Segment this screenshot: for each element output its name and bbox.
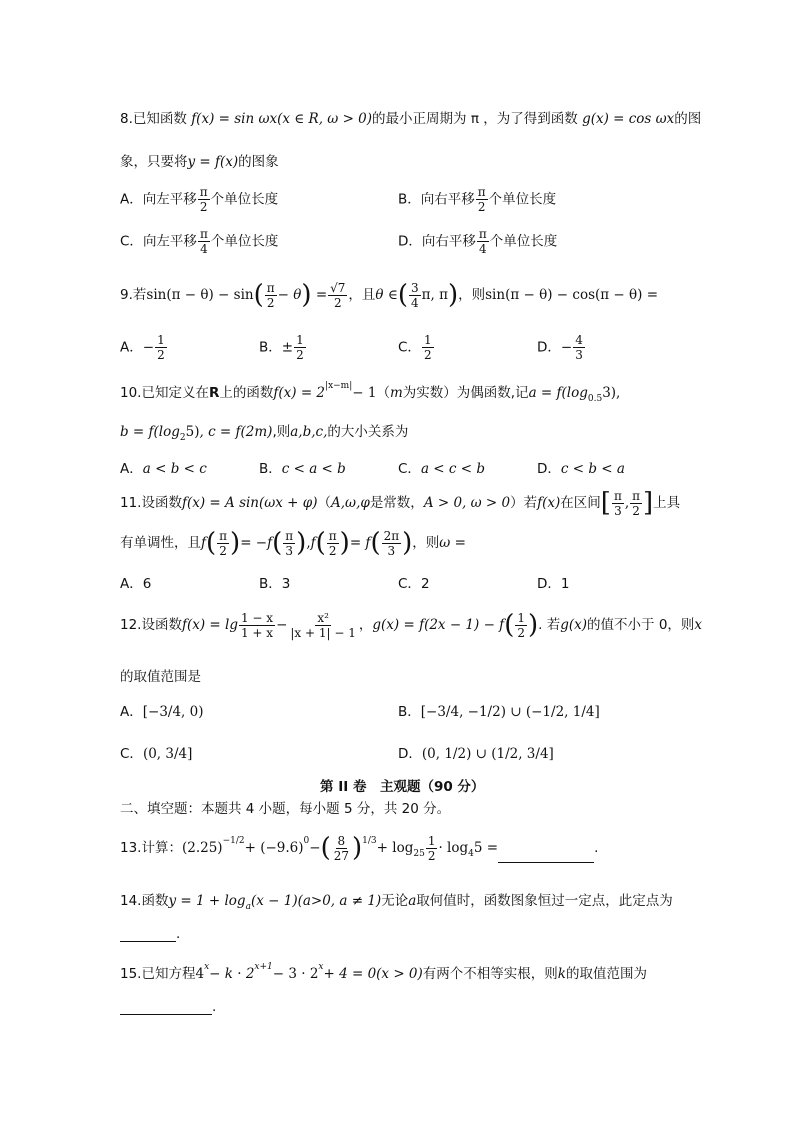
option-text: a < c < b — [420, 461, 485, 477]
math-expr: k — [557, 966, 566, 982]
math-expr: y = 1 + log — [168, 893, 246, 909]
math-expr: − 1 — [352, 385, 377, 401]
fraction: $\frac{\pi}{2}$ — [328, 528, 337, 558]
text: . 若 — [538, 617, 561, 633]
bracket-close: ] — [643, 488, 654, 518]
math-expr: ω = — [439, 535, 466, 551]
q8-option-b[interactable] — [398, 185, 556, 214]
text: 为实数）为偶函数,记 — [402, 385, 529, 401]
q10-option-a[interactable] — [120, 457, 207, 477]
q9-option-b[interactable]: B．± $\frac{1}{2}$ — [259, 333, 304, 362]
q8-stem-line2 — [120, 150, 279, 170]
option-label: A． — [120, 704, 143, 720]
math-expr: A > 0, ω > 0 — [423, 495, 511, 511]
option-label: B． — [398, 191, 421, 208]
paren-open: ( — [253, 280, 264, 310]
question-number: 10. — [120, 385, 142, 401]
math-expr: a — [408, 893, 417, 909]
math-expr: 5) — [185, 424, 200, 440]
fraction: $\frac{\pi}{2}$ — [632, 488, 641, 518]
text: 已知方程 — [141, 966, 196, 982]
q14-answer-line: . — [120, 925, 180, 942]
q11-stem-line1: 11.设函数f(x) = A sin(ωx + φ)（A,ω,φ是常数，A > 0, ω > 0）若f(x)在区间[ $\frac{\pi}{3}$ , $\frac{\pi}{2}$ ]上具 — [120, 488, 681, 518]
fraction: $\frac{\pi}{2}$ — [477, 185, 486, 214]
question-number: 11. — [120, 495, 142, 511]
math-expr: − θ — [277, 287, 302, 303]
math-expr: x — [694, 617, 703, 633]
log-base: 4 — [468, 849, 474, 859]
q9-stem — [120, 280, 658, 310]
exponent: x+1 — [254, 962, 273, 972]
exponent: x — [318, 962, 324, 972]
text: 上具 — [653, 495, 681, 511]
text: 设函数 — [141, 495, 182, 511]
text: 有单调性，且 — [120, 535, 201, 551]
text: （ — [317, 495, 332, 511]
option-text: 1 — [560, 576, 570, 592]
text: 的值不小于 0，则 — [587, 617, 695, 633]
fraction: $\frac{8}{27}$ — [333, 833, 350, 863]
text: （ — [376, 385, 390, 401]
text: 已知定义在 — [141, 385, 209, 401]
q9-option-a[interactable]: A．− $\frac{1}{2}$ — [120, 333, 165, 362]
fraction: $\frac{\pi}{3}$ — [285, 528, 294, 558]
text: 取何值时，函数图象恒过一定点，此定点为 — [416, 893, 673, 909]
option-label: B． — [259, 576, 282, 592]
option-text: 个单位长度 — [210, 191, 279, 208]
option-text: a < b < c — [142, 461, 207, 477]
text: 若 — [132, 287, 147, 303]
option-text: (0, 3/4] — [142, 746, 193, 762]
exponent: −1/2 — [222, 836, 245, 846]
math-expr: f(x) = lg — [181, 617, 238, 633]
text: ）若 — [510, 495, 538, 511]
fraction: $\frac{\pi}{3}$ — [613, 488, 622, 518]
fraction: $\frac{1}{2}$ — [427, 833, 436, 863]
math-expr: f(x) = A sin(ωx + φ) — [181, 495, 318, 511]
q10-stem-line1 — [120, 381, 620, 404]
math-expr: a,b,c, — [290, 424, 328, 440]
answer-blank[interactable] — [498, 846, 594, 863]
paren-close: ) — [301, 280, 312, 310]
question-number: 12. — [120, 617, 142, 633]
math-expr: (x − 1)(a>0, a ≠ 1) — [250, 893, 382, 909]
text: 的取值范围是 — [120, 669, 201, 685]
fraction: $\frac{√7}{2}$ — [330, 280, 346, 310]
option-text: [−3/4, −1/2) ∪ (−1/2, 1/4] — [420, 704, 600, 720]
paren-open: ( — [397, 280, 408, 310]
q12-option-c[interactable] — [120, 742, 192, 762]
option-text: 个单位长度 — [488, 191, 557, 208]
answer-blank[interactable] — [120, 925, 176, 942]
text: ，且 — [348, 287, 376, 303]
fraction: $\frac{1}{2}$ — [157, 333, 165, 362]
section-part: 二、填空题：本题共 4 小题，每小题 5 分，共 20 分。 — [120, 801, 451, 817]
bracket-open: [ — [600, 488, 611, 518]
math-expr: 3), — [602, 385, 621, 401]
text: 是常数， — [369, 495, 424, 511]
math-expr: + (−9.6) — [244, 840, 304, 856]
math-expr: g(x) — [560, 617, 588, 633]
text: 计算： — [141, 840, 182, 856]
math-expr: · log — [438, 840, 469, 856]
question-number: 9. — [120, 287, 133, 303]
question-number: 8. — [120, 111, 133, 127]
q12-stem-line1: 12.设函数f(x) = lg $\frac{1 - x}{1 + x}$ − $\frac{\text{x²}}{|x + 1| - 1}$ ，g(x) = f(2x − 1) − f( $\frac{1}{2}$ ). 若g(x)的值不小于 0，则x — [120, 610, 703, 640]
q11-option-a[interactable] — [120, 572, 151, 592]
q8-option-a[interactable] — [120, 185, 278, 214]
option-label: C． — [398, 339, 421, 356]
math-expr: + 4 = 0(x > 0) — [323, 966, 423, 982]
q15-answer-line: . — [120, 998, 216, 1015]
q10-option-d[interactable] — [537, 457, 625, 477]
math-expr: f — [201, 535, 206, 551]
text: 的图象 — [238, 154, 279, 170]
q9-option-c[interactable] — [398, 333, 435, 362]
fraction: $\frac{3}{4}$ — [411, 280, 419, 310]
fraction: $\frac{1}{2}$ — [517, 610, 525, 640]
math-expr: A,ω,φ — [331, 495, 370, 511]
option-label: A． — [120, 191, 143, 208]
text: ,则 — [272, 424, 291, 440]
q11-option-b[interactable] — [259, 572, 290, 592]
fraction: $\frac{\pi}{4}$ — [478, 227, 487, 256]
option-text: 个单位长度 — [489, 233, 558, 250]
text: ，则 — [458, 287, 486, 303]
option-label: D． — [398, 233, 422, 250]
log-base: 0.5 — [587, 394, 603, 404]
option-text: 6 — [142, 576, 152, 592]
math-expr: − 3 · 2 — [272, 966, 319, 982]
option-text: [−3/4, 0) — [142, 704, 204, 720]
math-expr: sin(π − θ) − cos(π − θ) = — [485, 287, 659, 303]
option-text: (0, 1/2) ∪ (1/2, 3/4] — [421, 746, 554, 762]
math-expr: y = f(x) — [187, 154, 239, 170]
q12-option-b[interactable] — [398, 700, 600, 720]
text: 有两个不相等实根，则 — [422, 966, 558, 982]
text: ，则 — [412, 535, 440, 551]
section-title: 第 II 卷 主观题（90 分） — [320, 779, 485, 795]
fraction: $\frac{1 - x}{1 + x}$ — [240, 610, 274, 640]
math-expr: = — [315, 287, 328, 303]
math-expr: a = f(log — [528, 385, 588, 401]
text: ， — [358, 617, 373, 633]
fraction: $\frac{\pi}{2}$ — [266, 280, 275, 310]
math-expr: 5 = — [473, 840, 499, 856]
exponent: 1/3 — [362, 836, 377, 846]
option-text: 2 — [420, 576, 430, 592]
option-label: A． — [120, 461, 143, 477]
question-number: 14. — [120, 893, 142, 909]
text: 无论 — [381, 893, 409, 909]
option-text: 向左平移 — [142, 191, 197, 208]
q11-stem-line2: 有单调性，且f( $\frac{\pi}{2}$ )= −f( $\frac{\pi}{3}$ ),f( $\frac{\pi}{2}$ )= f( $\frac{2\pi}{3}$ )，则ω = — [120, 528, 466, 558]
q11-option-d[interactable] — [537, 572, 570, 592]
text: 已知函数 — [132, 111, 187, 127]
math-expr: , c = f(2m) — [199, 424, 273, 440]
fraction: $\frac{1}{2}$ — [423, 333, 432, 362]
q12-option-d[interactable] — [398, 742, 554, 762]
text: 的取值范围为 — [565, 966, 647, 982]
math-expr: θ ∈ — [375, 287, 398, 303]
fraction: $\frac{\pi}{4}$ — [199, 227, 208, 256]
option-text: c < a < b — [281, 461, 346, 477]
math-expr: = −f — [240, 535, 273, 551]
q15-stem — [120, 962, 647, 982]
q10-option-c[interactable] — [398, 457, 485, 477]
log-base: 25 — [413, 849, 425, 859]
math-expr: f(x) = sin ωx(x ∈ R, ω > 0) — [191, 111, 373, 127]
fraction: $\frac{\pi}{2}$ — [199, 185, 208, 214]
option-label: B． — [259, 461, 282, 477]
text: 在区间 — [560, 495, 601, 511]
option-label: D． — [537, 461, 561, 477]
math-expr: − k · 2 — [209, 966, 255, 982]
text: 象，只要将 — [120, 154, 188, 170]
math-expr: R — [208, 385, 220, 401]
option-text: 向右平移 — [421, 233, 476, 250]
q8-stem-line1 — [120, 107, 701, 127]
q10-option-b[interactable] — [259, 457, 346, 477]
math-expr: sin(π − θ) − sin — [146, 287, 254, 303]
text: 上的函数 — [219, 385, 274, 401]
option-text: 3 — [281, 576, 291, 592]
math-expr: f(x) = 2 — [273, 385, 326, 401]
option-label: C． — [398, 576, 421, 592]
question-number: 15. — [120, 966, 142, 982]
option-label: B． — [259, 339, 282, 356]
math-expr: + log — [376, 840, 414, 856]
math-expr: g(x) = f(2x − 1) − f — [372, 617, 505, 633]
option-label: D． — [398, 746, 422, 762]
q12-option-a[interactable] — [120, 700, 204, 720]
q10-stem-line2 — [120, 420, 408, 443]
log-base: 2 — [179, 433, 186, 443]
option-label: C． — [120, 233, 143, 250]
fraction: $\frac{1}{2}$ — [296, 333, 304, 362]
text: 函数 — [141, 893, 169, 909]
option-label: D． — [537, 576, 561, 592]
q8-option-c[interactable] — [120, 227, 278, 256]
exponent: 0 — [303, 836, 310, 846]
text: 的大小关系为 — [327, 424, 409, 440]
option-text: 向左平移 — [142, 233, 197, 250]
math-expr: π, π — [421, 287, 448, 303]
math-expr: b = f(log — [120, 424, 180, 440]
option-label: C． — [120, 746, 143, 762]
option-label: B． — [398, 704, 421, 720]
option-text: c < b < a — [560, 461, 625, 477]
q14-stem — [120, 889, 673, 912]
log-base: a — [245, 902, 251, 912]
text: 的图 — [674, 111, 702, 127]
q8-option-d[interactable] — [398, 227, 557, 256]
math-expr: (2.25) — [181, 840, 223, 856]
q9-option-d[interactable]: D．− $\frac{4}{3}$ — [537, 333, 583, 362]
text: 的最小正周期为 π ，为了得到函数 — [372, 111, 578, 127]
math-expr: f(x) — [537, 495, 561, 511]
exponent: |x−m| — [325, 381, 353, 391]
option-label: D． — [537, 339, 561, 356]
fraction: $\frac{2\pi}{3}$ — [383, 528, 400, 558]
text: 设函数 — [141, 617, 182, 633]
math-expr: g(x) = cos ωx — [582, 111, 675, 127]
fraction: $\frac{4}{3}$ — [575, 333, 583, 362]
math-expr: m — [389, 385, 403, 401]
fraction: $\frac{\pi}{2}$ — [219, 528, 228, 558]
option-label: A． — [120, 339, 143, 356]
answer-blank[interactable] — [120, 998, 212, 1015]
option-text: 个单位长度 — [210, 233, 279, 250]
option-label: C． — [398, 461, 421, 477]
paren-close: ) — [447, 280, 459, 310]
exponent: x — [204, 962, 210, 972]
option-label: A． — [120, 576, 143, 592]
fraction: $\frac{\text{x²}}{|x + 1| - 1}$ — [290, 610, 356, 640]
question-number: 13. — [120, 840, 142, 856]
math-expr: 4 — [195, 966, 205, 982]
option-text: 向右平移 — [420, 191, 475, 208]
q11-option-c[interactable] — [398, 572, 430, 592]
math-expr: = f — [349, 535, 371, 551]
q13-stem: 13.计算：$(2.25)^{-1/2}+ (-9.6)^0-$( $\frac{8}{27}$ )$^{1/3}+ \log_{25}$ $\frac{1}{2}$ · $\log_45$ = . — [120, 833, 599, 863]
q12-stem-line2 — [120, 665, 201, 685]
math-expr: − — [309, 840, 321, 856]
